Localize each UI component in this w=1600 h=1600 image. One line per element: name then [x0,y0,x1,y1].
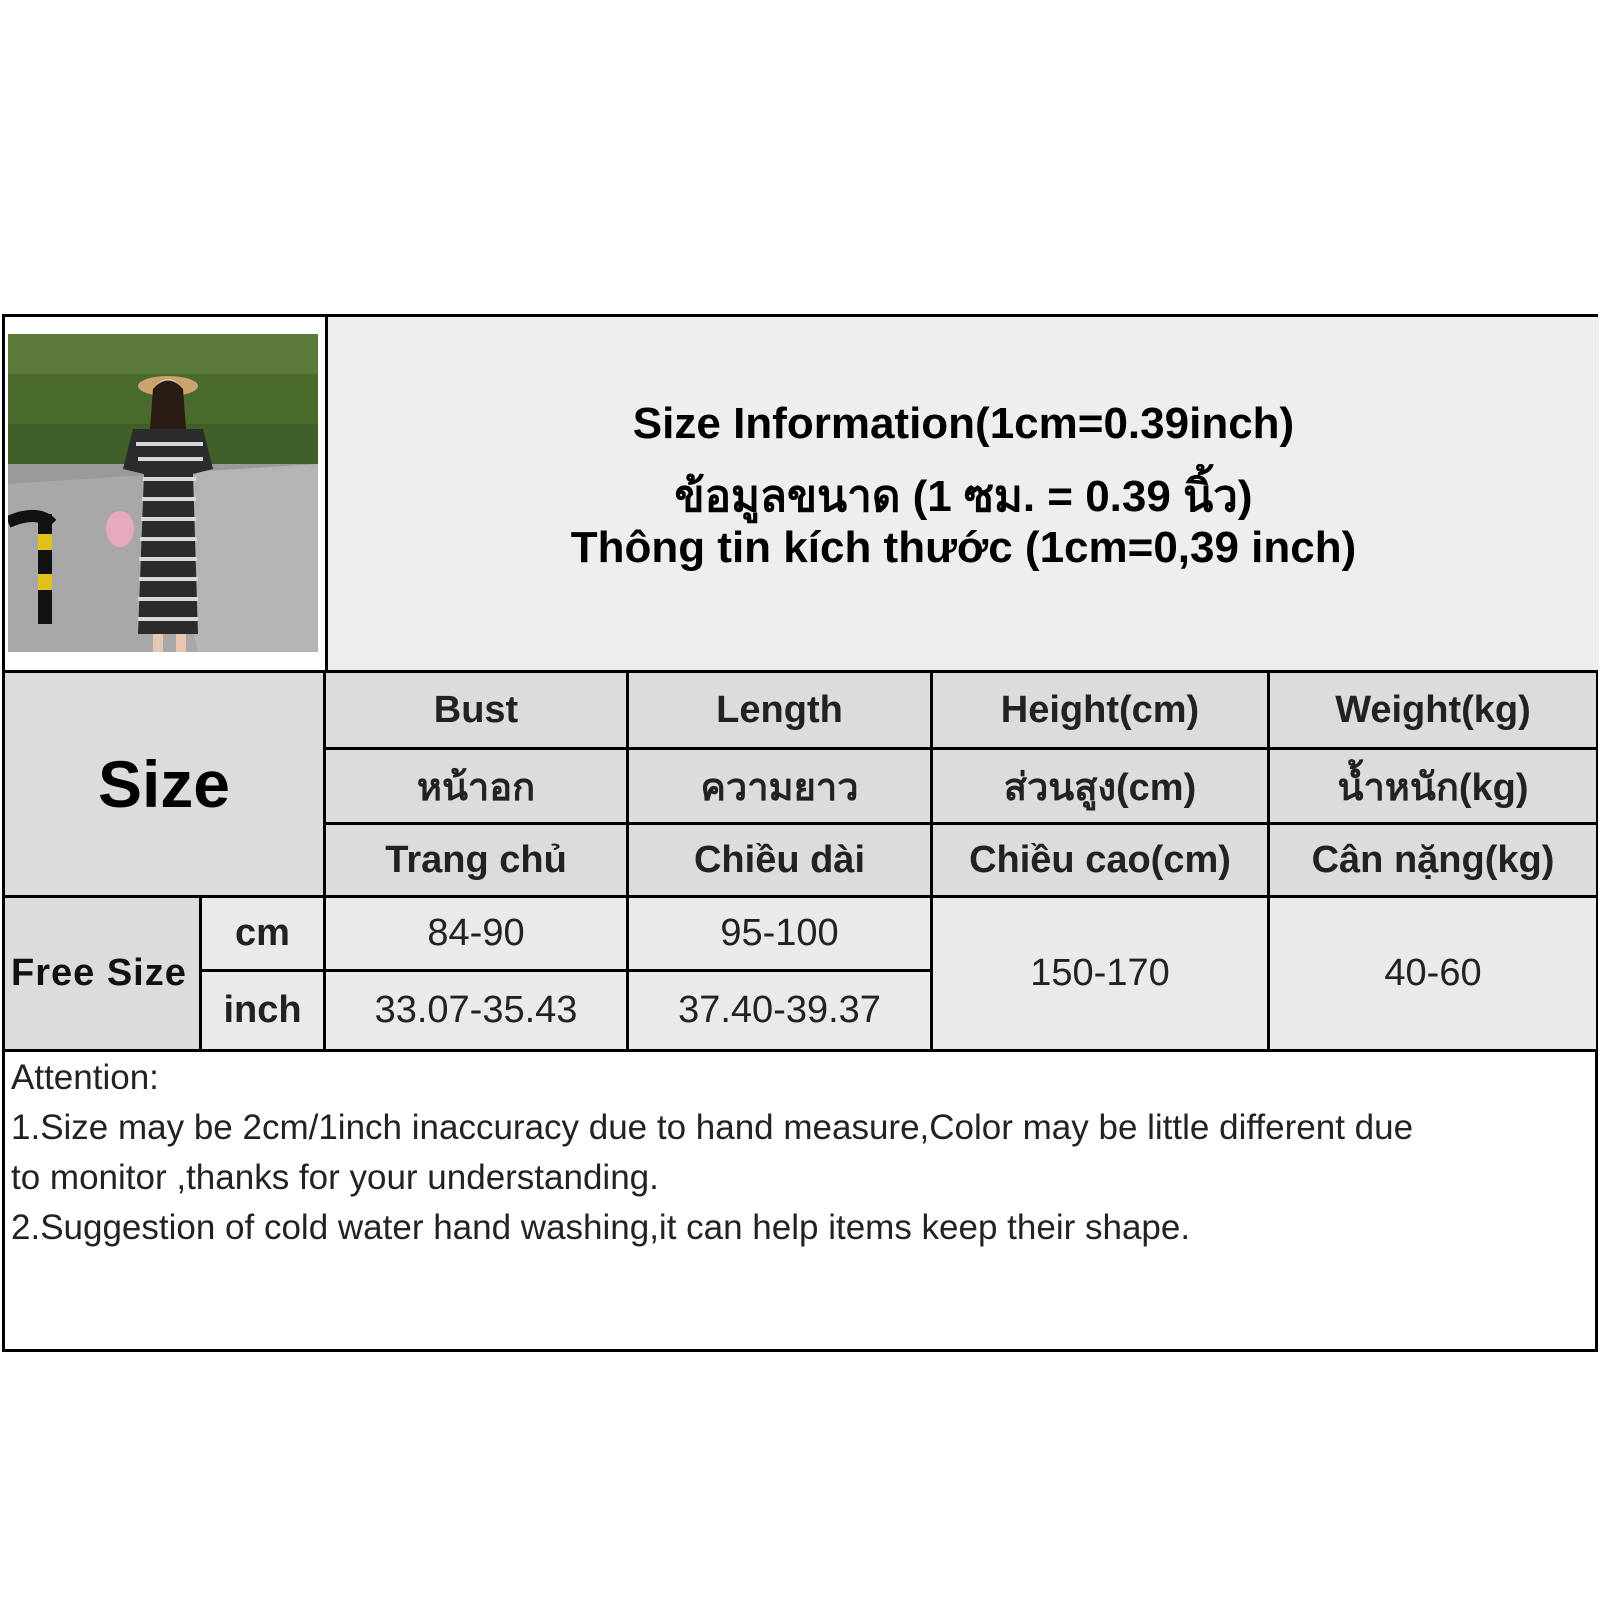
size-chart [2,314,1598,1352]
header-height-vi: Chiều cao(cm) [933,825,1267,895]
header-bust-en: Bust [326,673,626,747]
title-thai: ข้อมูลขนาด (1 ซม. = 0.39 นิ้ว) [674,472,1253,521]
title-panel [325,317,1599,670]
header-height-en: Height(cm) [933,673,1267,747]
length-cm-value: 95-100 [629,898,930,969]
notes-line-2: to monitor ,thanks for your understanding. [11,1158,659,1197]
header-length-th: ความยาว [629,750,930,822]
header-weight-th: น้ำหนัก(kg) [1270,750,1596,822]
free-size-label: Free Size [11,952,187,994]
header-bust-vi: Trang chủ [326,825,626,895]
header-length-en: Length [629,673,930,747]
bust-inch-value: 33.07-35.43 [326,972,626,1049]
bust-cm-value: 84-90 [326,898,626,969]
header-weight-en: Weight(kg) [1270,673,1596,747]
unit-cm: cm [202,898,323,969]
size-label-cell [5,673,323,895]
header-weight-vi: Cân nặng(kg) [1270,825,1596,895]
header-length-vi: Chiều dài [629,825,930,895]
size-label: Size [97,747,231,821]
height-value: 150-170 [933,898,1267,1049]
notes-heading: Attention: [11,1058,159,1097]
notes-line-1: 1.Size may be 2cm/1inch inaccuracy due to hand measure,Color may be little different due [11,1108,1414,1147]
title-vietnamese: Thông tin kích thước (1cm=0,39 inch) [570,523,1357,572]
model-photo [8,334,318,652]
notes-line-3: 2.Suggestion of cold water hand washing,it can help items keep their shape. [11,1208,1191,1247]
free-size-cell [5,898,199,1049]
unit-inch: inch [202,972,323,1049]
title-english: Size Information(1cm=0.39inch) [632,399,1295,448]
header-height-th: ส่วนสูง(cm) [933,750,1267,822]
attention-notes [11,1053,1591,1253]
model-photo-illustration [8,334,318,652]
header-bust-th: หน้าอก [326,750,626,822]
length-inch-value: 37.40-39.37 [629,972,930,1049]
weight-value: 40-60 [1270,898,1596,1049]
